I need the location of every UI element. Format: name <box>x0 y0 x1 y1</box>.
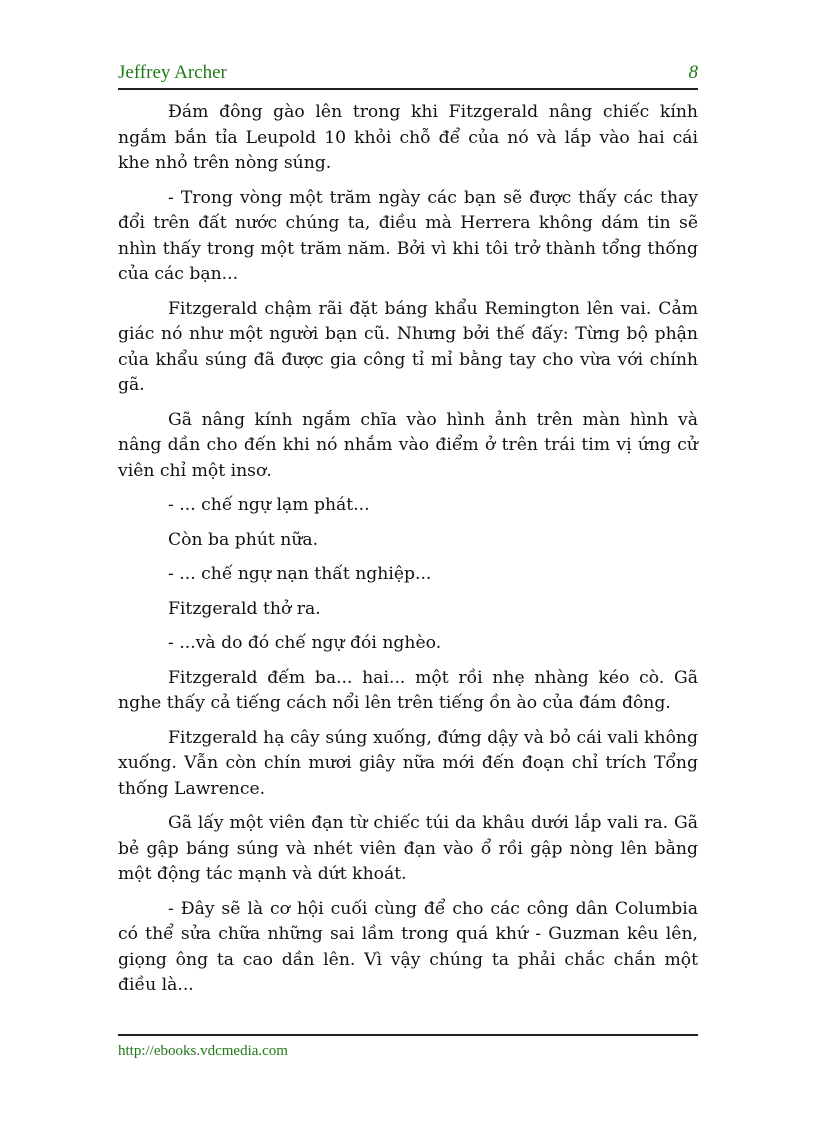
paragraph: - Đây sẽ là cơ hội cuối cùng để cho các công dân Columbia có thể sửa chữa những sai lầm trong quá khứ - Guzman kêu lên, giọng ông ta cao dần lên. Vì vậy chúng ta phải chắc chắn một điều là... <box>118 898 698 995</box>
paragraph: - ... chế ngự nạn thất nghiệp... <box>168 564 432 584</box>
paragraph: Gã lấy một viên đạn từ chiếc túi da khâu dưới lắp vali ra. Gã bẻ gập báng súng và nhét viên đạn vào ổ rồi gập nòng lên bằng một động tác mạnh và dứt khoát. <box>118 813 698 884</box>
paragraph: Còn ba phút nữa. <box>168 529 319 550</box>
page-header <box>118 62 698 90</box>
paragraph: - ... chế ngự lạm phát... <box>168 495 370 515</box>
paragraph: Fitzgerald hạ cây súng xuống, đứng dậy và bỏ cái vali không xuống. Vẫn còn chín mươi giây nữa mới đến đoạn chỉ trích Tổng thống Lawrence. <box>118 727 698 799</box>
page-footer <box>118 1034 698 1060</box>
paragraph: Đám đông gào lên trong khi Fitzgerald nâng chiếc kính ngắm bắn tỉa Leupold 10 khỏi chỗ để của nó và lắp vào hai cái khe nhỏ trên nòng súng. <box>118 102 698 173</box>
header-page-number: 8 <box>688 62 698 83</box>
paragraph: Fitzgerald chậm rãi đặt báng khẩu Remington lên vai. Cảm giác nó như một người bạn cũ. Nhưng bởi thế đấy: Từng bộ phận của khẩu súng đã được gia công tỉ mỉ bằng tay cho vừa với chính gã. <box>118 298 698 395</box>
paragraph: - Trong vòng một trăm ngày các bạn sẽ được thấy các thay đổi trên đất nước chúng ta, điều mà Herrera không dám tin sẽ nhìn thấy trong một trăm năm. Bởi vì khi tôi trở thành tổng thống của các bạn... <box>118 187 698 284</box>
paragraph: Gã nâng kính ngắm chĩa vào hình ảnh trên màn hình và nâng dần cho đến khi nó nhắm vào điểm ở trên trái tim vị ứng cử viên chỉ một insơ. <box>118 409 698 481</box>
header-author: Jeffrey Archer <box>118 62 227 83</box>
paragraph: Fitzgerald thở ra. <box>168 598 321 619</box>
paragraph: Fitzgerald đếm ba... hai... một rồi nhẹ nhàng kéo cò. Gã nghe thấy cả tiếng cách nổi lên trên tiếng ồn ào của đám đông. <box>118 667 698 713</box>
paragraph: - ...và do đó chế ngự đói nghèo. <box>168 633 442 653</box>
footer-url-link[interactable]: http://ebooks.vdcmedia.com <box>118 1043 288 1059</box>
body-text <box>118 100 698 1008</box>
